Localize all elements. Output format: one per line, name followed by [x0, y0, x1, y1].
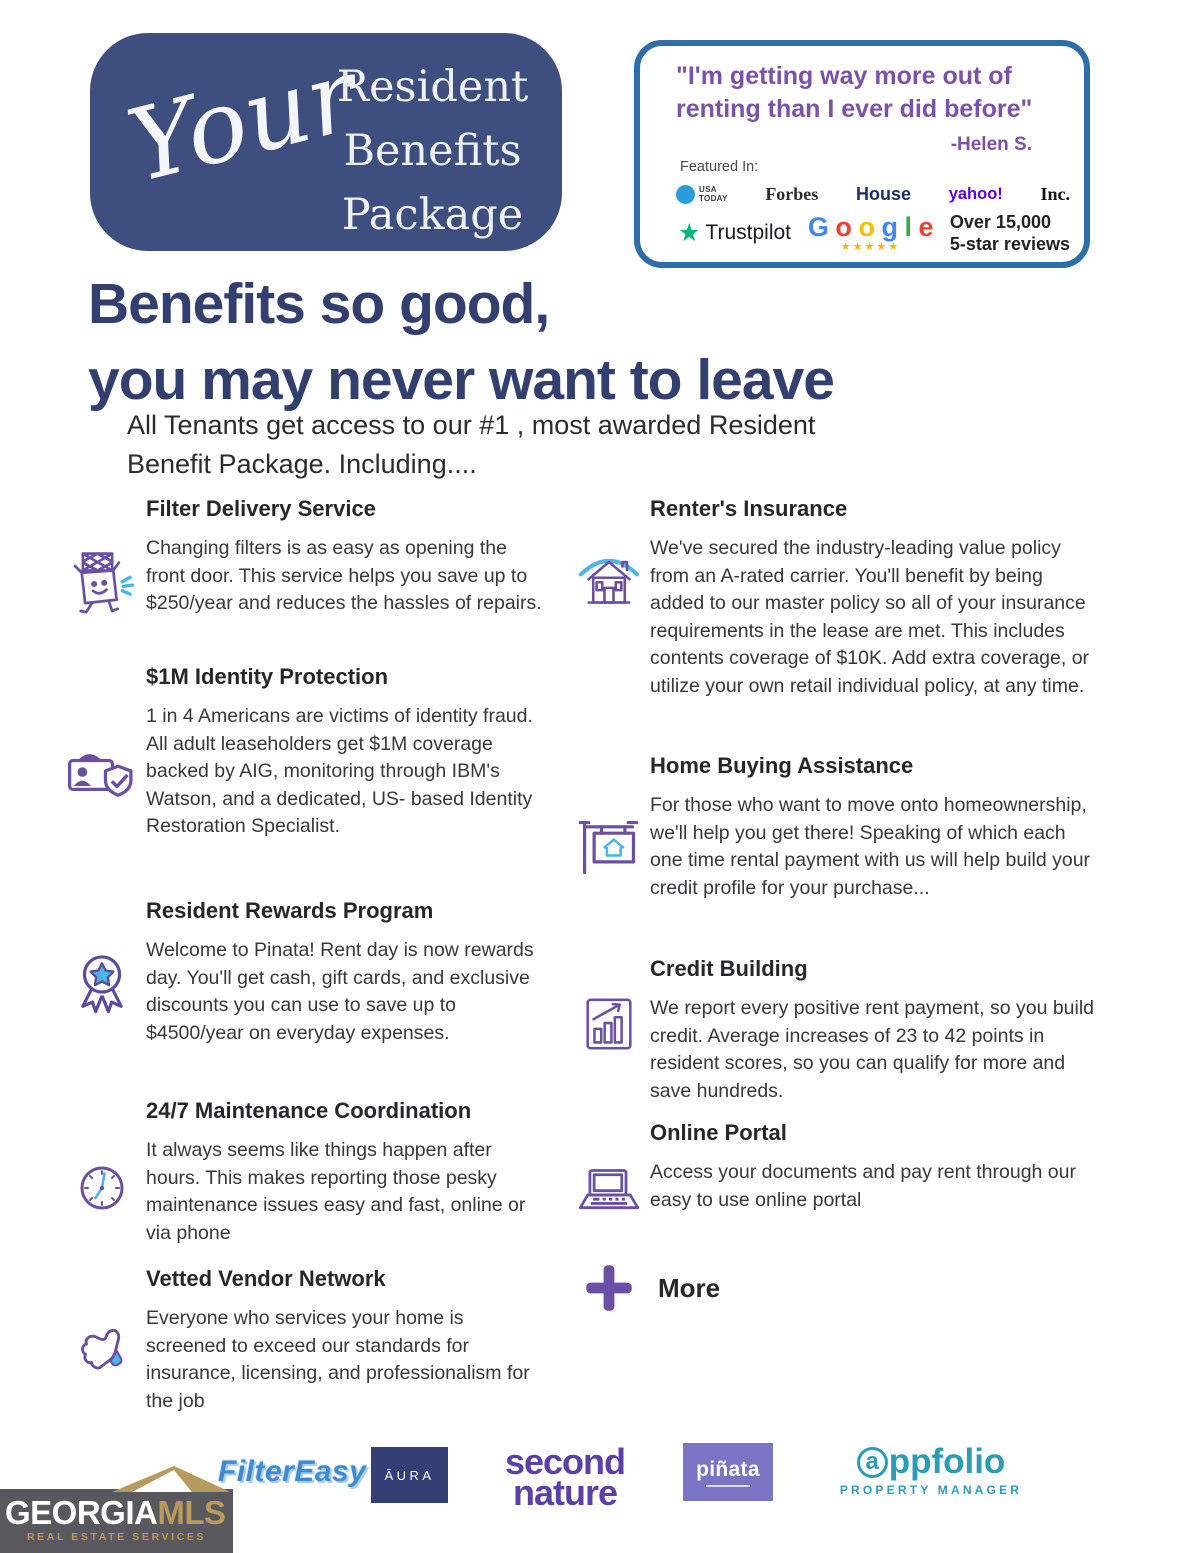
- id-card-shield-icon: [58, 664, 146, 841]
- benefit-resident-rewards: [58, 898, 563, 1047]
- for-sale-sign-icon: [568, 753, 650, 902]
- testimonial-quote: [676, 60, 1076, 126]
- thumbs-up-icon: [58, 1266, 146, 1415]
- benefit-renters-insurance: [568, 496, 1100, 700]
- inc-logo: Inc.: [1040, 183, 1070, 204]
- benefit-vetted-vendors: [58, 1266, 563, 1415]
- benefit-description: It always seems like things happen after hours. This makes reporting those pesky maintenance issues easy and fast, online or via phone: [146, 1139, 526, 1244]
- appfolio-logo: a ppfolio PROPERTY MANAGER: [836, 1444, 1026, 1497]
- benefit-title: More: [658, 1272, 721, 1303]
- benefit-description: Everyone who services your home is screened to exceed our standards for insurance, licensing, and professionalism for the job: [146, 1307, 530, 1412]
- georgia-mls-wordmark: GEORGIAMLS: [5, 1494, 226, 1531]
- reviews-count: Over 15,000 5-star reviews: [949, 212, 1070, 254]
- benefit-title: Filter Delivery Service: [146, 496, 376, 521]
- benefit-title: Home Buying Assistance: [650, 753, 914, 778]
- testimonial-attribution: -Helen S.: [950, 134, 1032, 155]
- benefit-online-portal: [568, 1120, 1100, 1230]
- benefit-title: Resident Rewards Program: [146, 898, 434, 923]
- benefit-description: Welcome to Pinata! Rent day is now rewards day. You'll get cash, gift cards, and exclusive discounts you can use to save up to $4500/year on everyday expenses.: [146, 939, 534, 1044]
- benefit-home-buying: [568, 753, 1100, 902]
- benefit-identity-protection: [58, 664, 563, 841]
- house-logo: House: [856, 183, 912, 204]
- aura-logo: ĀURA: [371, 1447, 448, 1503]
- page-title: [88, 266, 834, 418]
- benefit-more: [568, 1262, 1100, 1314]
- benefit-title: Credit Building: [650, 956, 808, 981]
- intro-text: All Tenants get access to our #1 , most awarded Resident Benefit Package. Including....: [127, 410, 816, 479]
- badge-title-line1: Resident: [336, 62, 529, 112]
- badge-title-line3: Package: [341, 190, 524, 240]
- trustpilot-star-icon: ★: [678, 218, 701, 247]
- benefit-description: We report every positive rent payment, so you build credit. Average increases of 23 to 42 points in resident scores, so you can qualify for more and save hundreds.: [650, 997, 1095, 1102]
- resident-benefits-badge: [90, 33, 562, 251]
- usatoday-logo: [676, 185, 728, 204]
- credit-chart-icon: [568, 956, 650, 1105]
- benefit-description: 1 in 4 Americans are victims of identity fraud. All adult leaseholders get $1M coverage backed by AIG, monitoring through IBM's Watson, and a dedicated, US- based Identity Restoration Specialist.: [146, 705, 533, 837]
- trustpilot-wordmark: Trustpilot: [705, 221, 792, 244]
- page-title-line2: you may never want to leave: [88, 348, 834, 412]
- filtereasy-logo: FilterEasy: [218, 1455, 367, 1488]
- usatoday-circle-icon: [676, 185, 695, 204]
- benefit-description: Access your documents and pay rent through our easy to use online portal: [650, 1161, 1076, 1211]
- second-nature-logo: second nature: [504, 1441, 626, 1513]
- pinata-tagline-line: [706, 1485, 750, 1487]
- featured-in-label: Featured In:: [680, 159, 759, 175]
- quote-line2: renting than I ever did before": [676, 95, 1033, 123]
- georgia-mls-mountain-icon: [112, 1466, 230, 1492]
- clock-icon: [58, 1098, 146, 1247]
- benefit-credit-building: [568, 956, 1100, 1105]
- award-ribbon-star-icon: [58, 898, 146, 1047]
- benefit-filter-delivery: [58, 496, 563, 620]
- forbes-logo: Forbes: [765, 183, 819, 204]
- usatoday-wordmark: USA TODAY: [699, 185, 728, 203]
- google-five-stars-icon: ★★★★★: [840, 240, 901, 253]
- badge-title: [330, 55, 535, 247]
- badge-title-line2: Benefits: [343, 126, 522, 176]
- filter-delivery-box-icon: [58, 496, 146, 620]
- pinata-logo: piñata: [683, 1443, 773, 1501]
- plus-icon: [568, 1262, 650, 1314]
- quote-line1: "I'm getting way more out of: [676, 62, 1012, 90]
- trustpilot-logo: [678, 218, 792, 247]
- benefit-maintenance: [58, 1098, 563, 1247]
- yahoo-logo: yahoo!: [948, 184, 1003, 203]
- benefit-title: Vetted Vendor Network: [146, 1266, 386, 1291]
- insured-house-icon: [568, 496, 650, 700]
- benefit-title: $1M Identity Protection: [146, 664, 389, 689]
- benefit-title: Renter's Insurance: [650, 496, 848, 521]
- testimonial-box: [634, 40, 1090, 268]
- laptop-icon: [568, 1120, 650, 1230]
- badge-script-word: Your: [117, 35, 369, 206]
- georgia-mls-subtitle: REAL ESTATE SERVICES: [27, 1531, 206, 1543]
- featured-logos-row: [676, 178, 1070, 210]
- page-title-line1: Benefits so good,: [88, 272, 550, 336]
- google-logo: G o o g l e ★★★★★: [807, 211, 934, 253]
- benefit-description: For those who want to move onto homeownership, we'll help you get there! Speaking of which each one time rental payment with us will help build your credit profile for your purchase...: [650, 794, 1091, 899]
- benefit-description: Changing filters is as easy as opening the front door. This service helps you save up to $250/year and reduces the hassles of repairs.: [146, 537, 542, 614]
- appfolio-a-circle-icon: a: [857, 1447, 888, 1478]
- benefit-title: Online Portal: [650, 1120, 787, 1145]
- benefit-description: We've secured the industry-leading value policy from an A-rated carrier. You'll benefit by being added to our master policy so all of your insurance requirements in the lease are met. This includes contents coverage of $10K. Add extra coverage, or utilize your own retail individual policy, at any time.: [650, 537, 1090, 697]
- review-logos-row: [678, 209, 1070, 257]
- benefit-title: 24/7 Maintenance Coordination: [146, 1098, 472, 1123]
- appfolio-subtitle: PROPERTY MANAGER: [839, 1483, 1023, 1497]
